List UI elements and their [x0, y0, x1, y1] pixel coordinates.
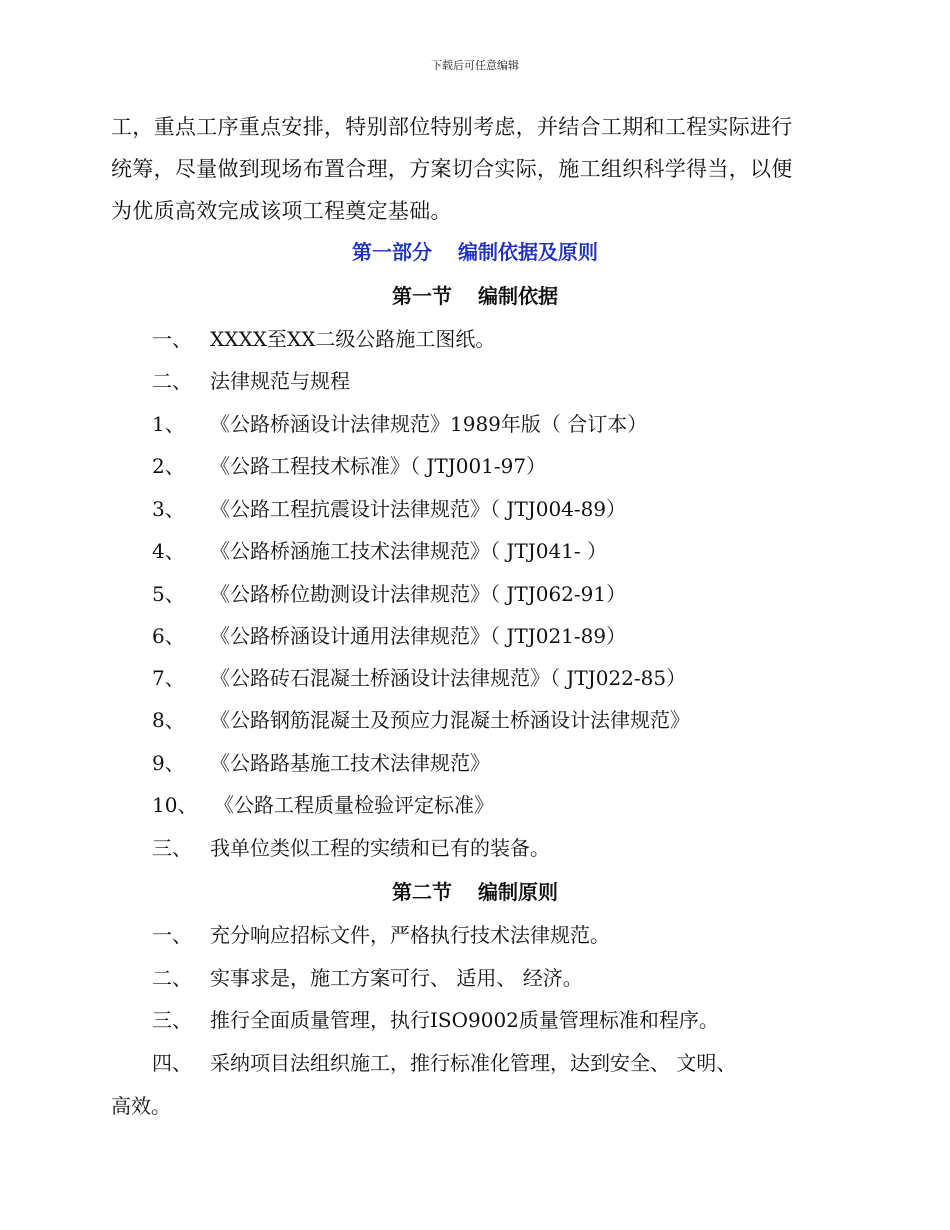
item-text: 《公路桥位勘测设计法律规范》（ JTJ062-91）: [210, 582, 627, 606]
item-text: 《公路工程质量检验评定标准》: [214, 793, 494, 817]
section1-label: 第一节: [392, 284, 452, 308]
item-text: 《公路路基施工技术法律规范》: [210, 751, 490, 775]
item-text: 充分响应招标文件，严格执行技术法律规范。: [210, 923, 610, 947]
item-text: 我单位类似工程的实绩和已有的装备。: [210, 836, 550, 860]
intro-paragraph: [111, 106, 841, 232]
item-number: 2、: [152, 454, 185, 478]
item-text: 实事求是，施工方案可行、 适用、 经济。: [210, 966, 583, 990]
section1-heading: 编制依据: [478, 284, 558, 308]
intro-line: 为优质高效完成该项工程奠定基础。: [111, 199, 452, 223]
intro-line: 工，重点工序重点安排，特别部位特别考虑，并结合工期和工程实际进行: [111, 115, 793, 139]
list-item: [152, 621, 626, 651]
item-number: 8、: [152, 708, 185, 732]
item-text: 《公路桥涵施工技术法律规范》（ JTJ041- ）: [210, 539, 608, 563]
item-number: 二、: [152, 369, 192, 393]
list-item: [152, 324, 495, 354]
item-text: 《公路砖石混凝土桥涵设计法律规范》（ JTJ022-85）: [210, 666, 687, 690]
item-number: 3、: [152, 497, 185, 521]
list-item: [152, 663, 686, 693]
item-text: 《公路桥涵设计通用法律规范》（ JTJ021-89）: [210, 624, 627, 648]
list-item: [152, 494, 626, 524]
item-number: 5、: [152, 582, 185, 606]
section1-title: [0, 280, 950, 309]
part-heading: 编制依据及原则: [458, 240, 598, 264]
item-number: 9、: [152, 751, 185, 775]
item-text: 《公路桥涵设计法律规范》1989年版（ 合订本）: [210, 412, 648, 436]
item-number: 6、: [152, 624, 185, 648]
list-item: [152, 1005, 719, 1035]
list-item: [152, 409, 647, 439]
section2-heading: 编制原则: [478, 880, 558, 904]
item-number: 一、: [152, 923, 192, 947]
list-item: [152, 579, 626, 609]
list-item-continuation: 高效。: [111, 1094, 171, 1118]
item-number: 一、: [152, 327, 192, 351]
item-text: 推行全面质量管理，执行ISO9002质量管理标准和程序。: [210, 1008, 719, 1032]
section2-title: [0, 876, 950, 905]
item-text: 采纳项目法组织施工，推行标准化管理，达到安全、 文明、: [210, 1051, 737, 1075]
item-text: 《公路钢筋混凝土及预应力混凝土桥涵设计法律规范》: [210, 708, 690, 732]
item-number: 四、: [152, 1051, 192, 1075]
list-item: [152, 1048, 736, 1078]
item-number: 10、: [152, 793, 198, 817]
list-item: [152, 366, 350, 396]
page-header: 下载后可任意编辑: [431, 59, 519, 72]
item-number: 三、: [152, 836, 192, 860]
list-item: [152, 920, 610, 950]
list-item: [152, 536, 607, 566]
list-item: [152, 705, 690, 735]
item-number: 4、: [152, 539, 185, 563]
list-item: [152, 833, 550, 863]
item-text: XXXX至XX二级公路施工图纸。: [210, 327, 496, 351]
item-text: 法律规范与规程: [210, 369, 350, 393]
intro-line: 统筹，尽量做到现场布置合理，方案切合实际，施工组织科学得当，以便: [111, 157, 793, 181]
list-item: [152, 963, 583, 993]
item-number: 7、: [152, 666, 185, 690]
part-title: [0, 236, 950, 265]
list-item: [152, 790, 494, 820]
item-text: 《公路工程技术标准》（ JTJ001-97）: [210, 454, 547, 478]
item-text: 《公路工程抗震设计法律规范》（ JTJ004-89）: [210, 497, 627, 521]
item-number: 1、: [152, 412, 185, 436]
part-label: 第一部分: [352, 240, 432, 264]
list-item: [152, 748, 490, 778]
section2-label: 第二节: [392, 880, 452, 904]
item-number: 三、: [152, 1008, 192, 1032]
list-item: [152, 451, 546, 481]
item-number: 二、: [152, 966, 192, 990]
